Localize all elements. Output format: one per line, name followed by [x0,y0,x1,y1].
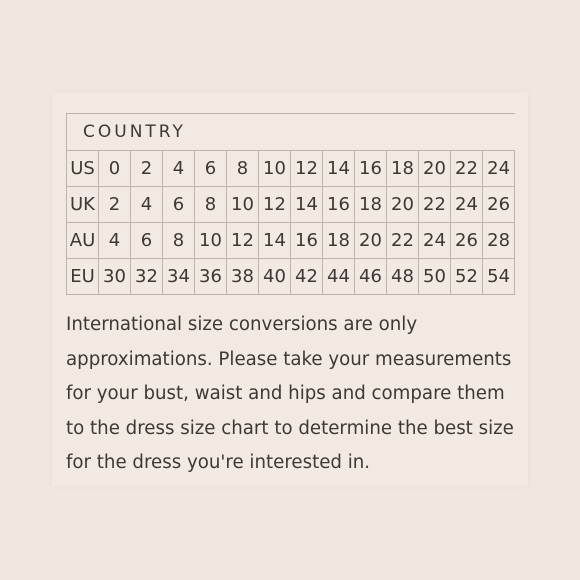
size-cell: 24 [483,151,515,187]
size-cell: 14 [259,223,291,259]
size-cell: 18 [323,223,355,259]
size-cell: 12 [291,151,323,187]
size-cell: 54 [483,259,515,295]
size-cell: 6 [195,151,227,187]
size-cell: 26 [483,187,515,223]
size-cell: 16 [355,151,387,187]
size-cell: 24 [419,223,451,259]
size-row-au [67,223,515,259]
size-cell: 38 [227,259,259,295]
size-cell: 4 [163,151,195,187]
size-cell: 22 [387,223,419,259]
size-cell: 12 [227,223,259,259]
size-cell: 20 [419,151,451,187]
size-cell: 8 [163,223,195,259]
size-cell: 48 [387,259,419,295]
size-cell: 34 [163,259,195,295]
size-cell: 8 [195,187,227,223]
size-cell: 22 [451,151,483,187]
size-cell: 10 [259,151,291,187]
size-conversion-table [66,113,515,295]
size-cell: 14 [291,187,323,223]
size-cell: 22 [419,187,451,223]
size-cell: 40 [259,259,291,295]
size-cell: 2 [131,151,163,187]
size-cell: 6 [163,187,195,223]
country-label: AU [67,223,99,259]
size-cell: 44 [323,259,355,295]
country-label: UK [67,187,99,223]
size-cell: 8 [227,151,259,187]
size-cell: 2 [99,187,131,223]
size-cell: 16 [291,223,323,259]
size-cell: 26 [451,223,483,259]
size-cell: 12 [259,187,291,223]
size-cell: 20 [387,187,419,223]
size-row-uk [67,187,515,223]
size-cell: 36 [195,259,227,295]
size-cell: 28 [483,223,515,259]
size-disclaimer-text: International size conversions are only approximations. Please take your measurements for your bust, waist and hips and compare them to the dress size chart to determine the best size for the dress you're interested in. [66,314,514,473]
size-cell: 10 [195,223,227,259]
size-cell: 30 [99,259,131,295]
country-label: EU [67,259,99,295]
size-cell: 4 [99,223,131,259]
size-cell: 50 [419,259,451,295]
size-cell: 14 [323,151,355,187]
country-label: US [67,151,99,187]
size-cell: 18 [355,187,387,223]
size-cell: 16 [323,187,355,223]
size-cell: 32 [131,259,163,295]
size-cell: 0 [99,151,131,187]
size-cell: 20 [355,223,387,259]
size-row-eu [67,259,515,295]
size-row-us [67,151,515,187]
size-cell: 52 [451,259,483,295]
size-cell: 46 [355,259,387,295]
country-header: COUNTRY [67,114,515,151]
size-cell: 24 [451,187,483,223]
size-cell: 6 [131,223,163,259]
size-cell: 4 [131,187,163,223]
size-cell: 10 [227,187,259,223]
size-cell: 42 [291,259,323,295]
size-cell: 18 [387,151,419,187]
